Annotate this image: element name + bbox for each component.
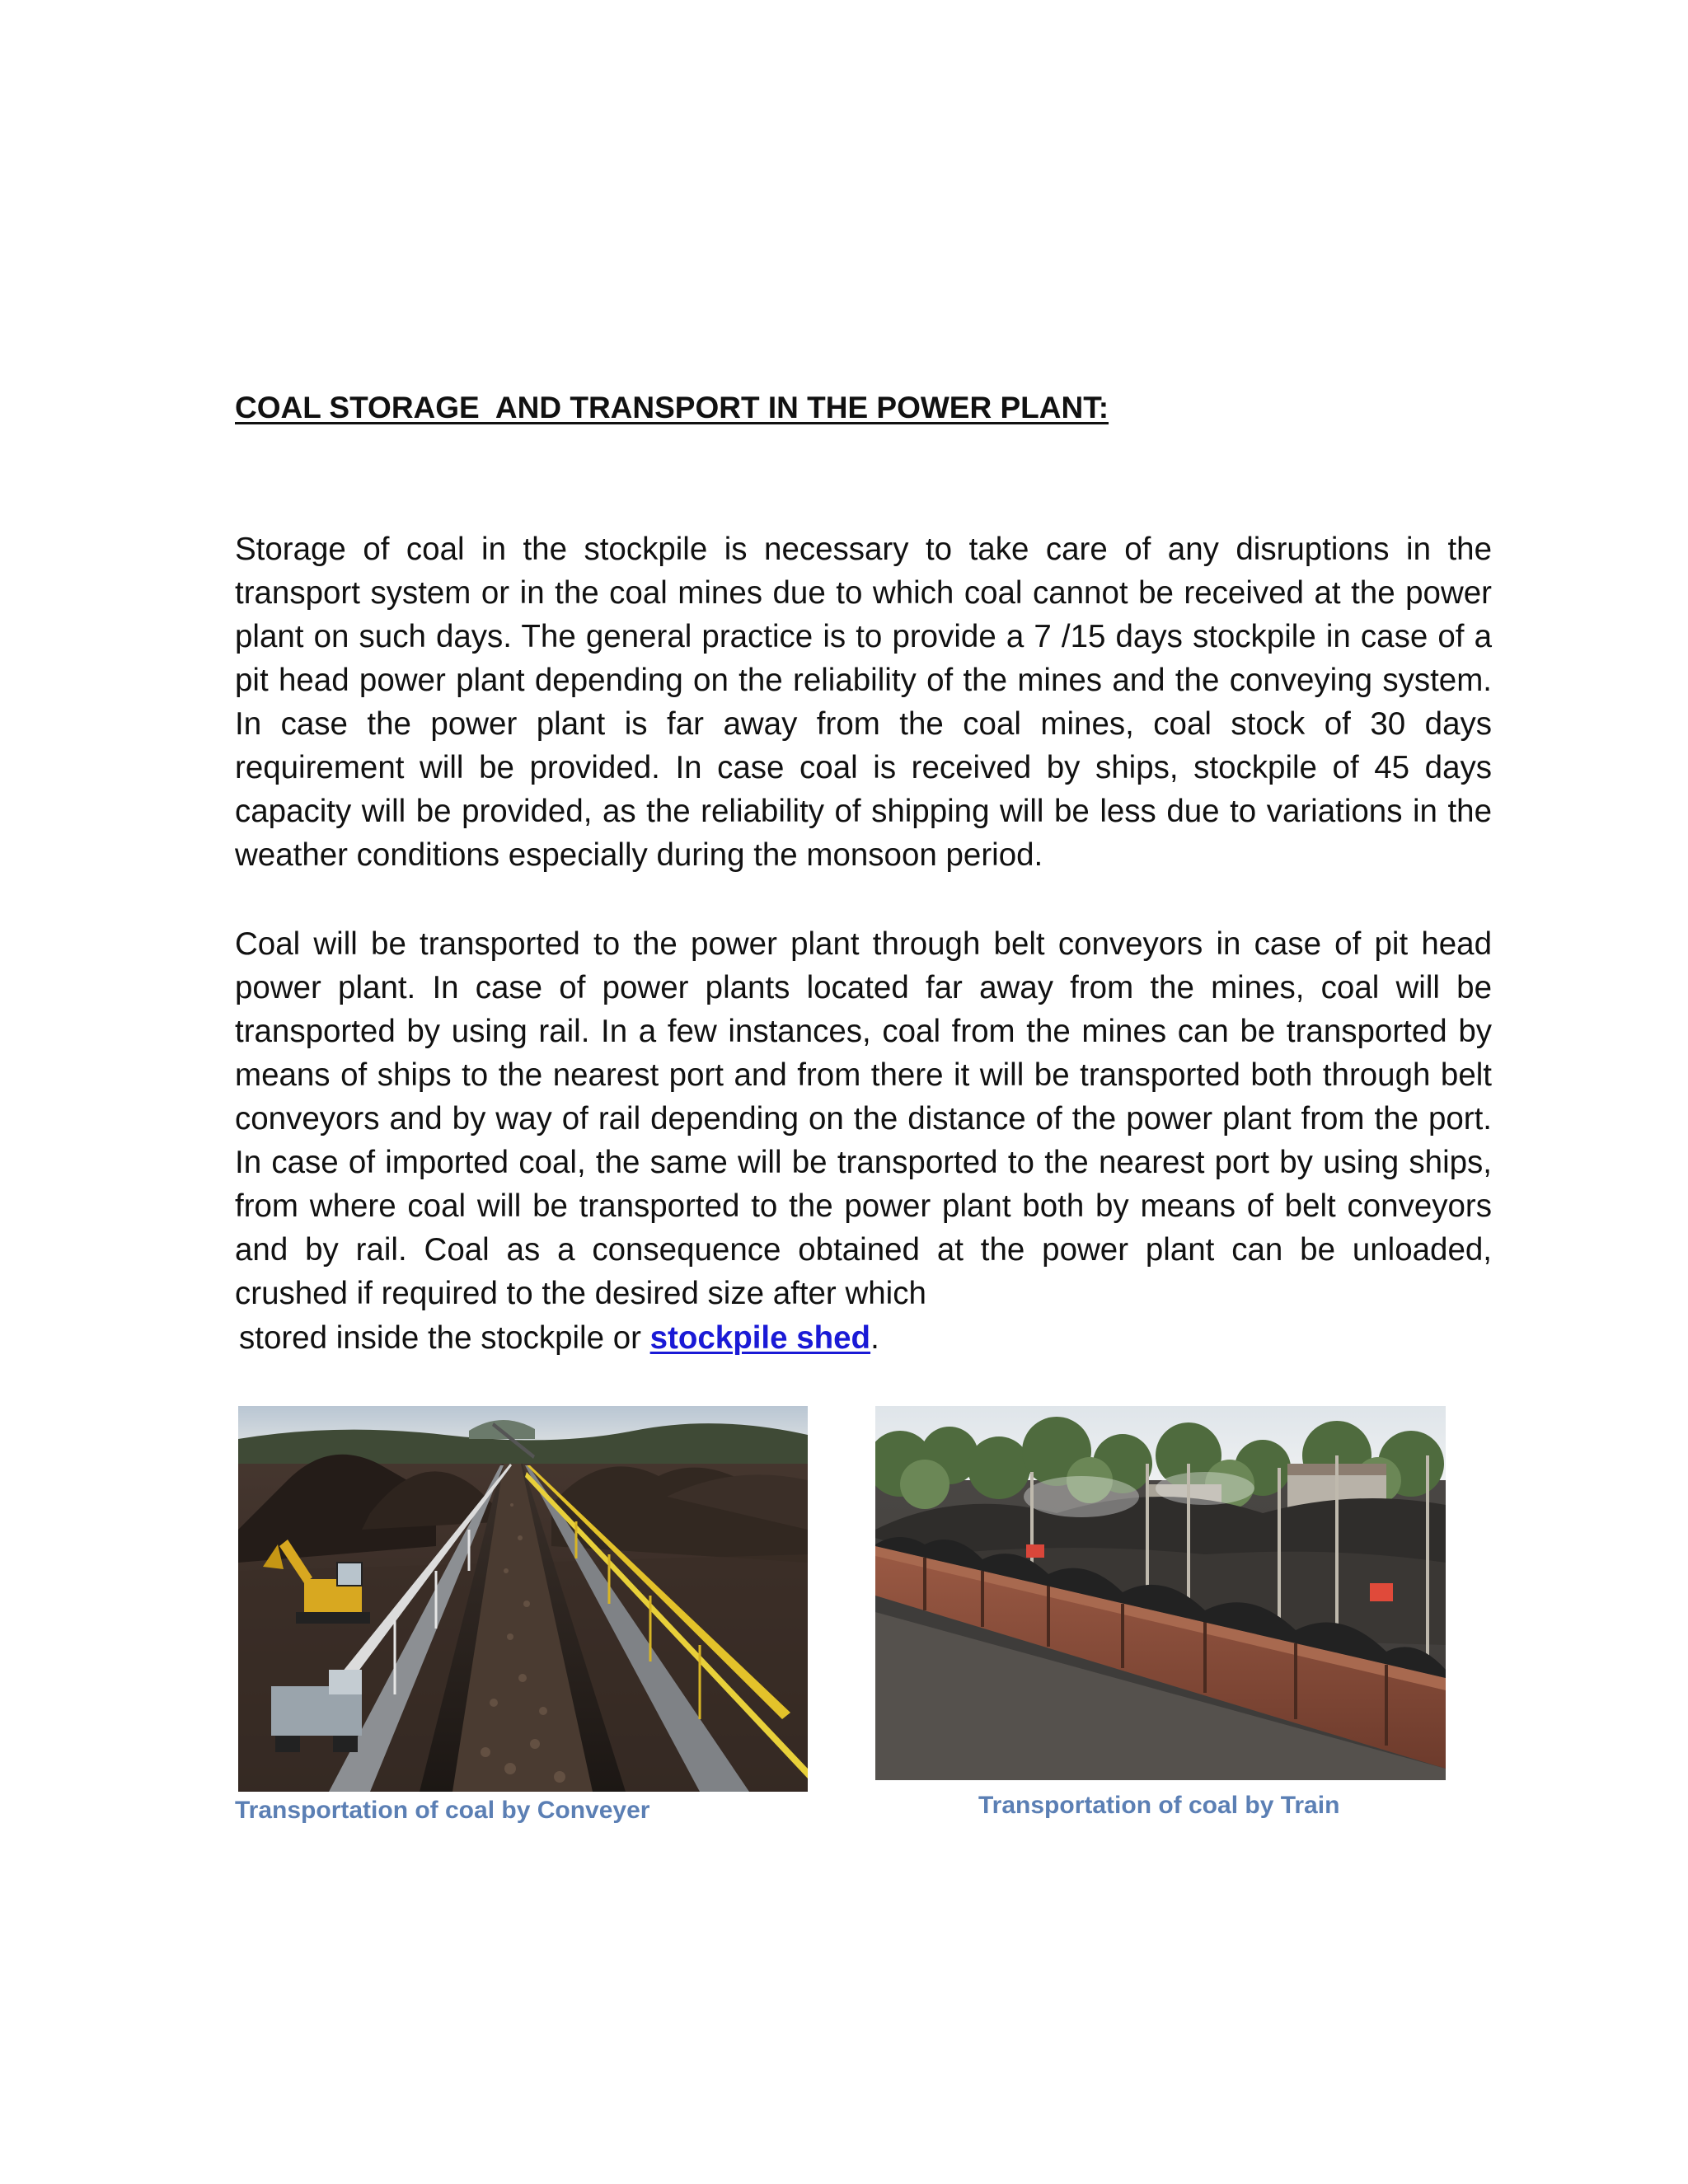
paragraph-tail xyxy=(239,1316,879,1360)
page-title: COAL STORAGE AND TRANSPORT IN THE POWER PLANT: xyxy=(235,391,1109,424)
train-photo xyxy=(875,1406,1446,1780)
tail-period: . xyxy=(870,1320,879,1356)
paragraph-storage: Storage of coal in the stockpile is necessary to take care of any disruptions in the transport system or in the coal mines due to which coal cannot be received at the power plant on such days. The general practice is to provide a 7 /15 days stockpile in case of a pit head power plant depending on the reliability of the mines and the conveying system. In case the power plant is far away from the coal mines, coal stock of 30 days requirement will be provided. In case coal is received by ships, stockpile of 45 days capacity will be provided, as the reliability of shipping will be less due to variations in the weather conditions especially during the monsoon period. xyxy=(235,532,1492,873)
paragraph-transport: Coal will be transported to the power plant through belt conveyors in case of pit head power plant. In case of power plants located far away from the mines, coal will be transported by using rail. In a few instances, coal from the mines can be transported by means of ships to the nearest port and from there it will be transported both through belt conveyors and by way of rail depending on the distance of the power plant from the port. In case of imported coal, the same will be transported to the nearest port by using ships, from where coal will be transported to the power plant both by means of belt conveyors and by rail. Coal as a consequence obtained at the power plant can be unloaded, crushed if required to the desired size after which xyxy=(235,926,1492,1311)
caption-conveyor: Transportation of coal by Conveyer xyxy=(235,1797,650,1824)
caption-train: Transportation of coal by Train xyxy=(978,1792,1340,1819)
conveyor-photo xyxy=(238,1406,808,1792)
stockpile-shed-link[interactable]: stockpile shed xyxy=(649,1320,871,1356)
tail-text: stored inside the stockpile or xyxy=(239,1320,650,1356)
